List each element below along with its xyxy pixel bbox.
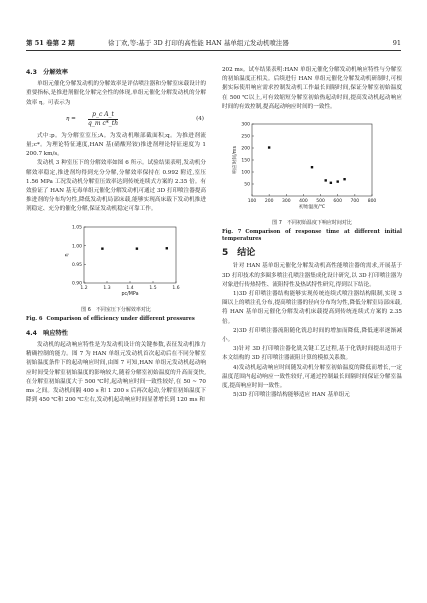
fig7-y-tick-label: 100 [241, 170, 250, 176]
left-column [26, 66, 206, 405]
fig7-x-tick-label: 400 [299, 199, 308, 205]
conclusion-item-2: 2)3D 打印喷注器流阻随化铣总时间的增加而降低,降低速率逐渐减小。 [222, 327, 402, 344]
conclusion-item-3: 3)针对 3D 打印喷注器化铣关键工艺过程,基于化铣时间提出适用于本文结构的 3D 打印喷注器流阻计算的模拟关系数。 [222, 346, 402, 362]
fig6-y-tick-label: 1.00 [71, 243, 82, 249]
fig7-data-point [330, 182, 332, 184]
equation-4 [26, 110, 206, 130]
conclusion-item-5: 5)3D 打印喷注器结构能够适应 HAN 基单组元 [233, 392, 350, 399]
section-4-3-paragraph-1: 单组元催化分解发动机的分解效率是评估喷注器和分解室床载设计的重要指标,是推进剂催化分解完全性的体现,单组元催化分解发动机的分解效率 η。可表示为 [26, 81, 206, 106]
figure-7-caption-en [222, 229, 402, 243]
fig6-data-point [136, 247, 138, 249]
fig7-data-point [325, 179, 327, 181]
fig7-plot-frame [252, 124, 372, 196]
figure-6-caption-cn: 图 6 不同室压下分解效率对比 [81, 306, 151, 313]
fig7-x-tick-label: 800 [367, 199, 377, 205]
fig7-data-point [311, 166, 313, 168]
running-header [26, 36, 401, 51]
figure-7-caption-cn: 图 7 不同初始温度下响应时间对比 [272, 220, 352, 227]
fig7-data-point [343, 178, 345, 180]
paper-title: 徐丁欢,等:基于 3D 打印的高性能 HAN 基单组元发动机喷注器 [108, 39, 289, 47]
figure-7-label: Fig. 7 [222, 229, 242, 236]
equation-lhs: η = [66, 115, 76, 122]
fig6-x-tick-label: 1.3 [103, 285, 111, 291]
fig7-x-tick-label: 300 [281, 199, 291, 205]
equation-numerator: p_c A_t [88, 111, 118, 120]
equation-denominator: q_m c*_th [88, 119, 119, 127]
fig6-data-point [166, 247, 168, 249]
fig6-y-tick-label: 1.05 [71, 225, 82, 231]
fig6-x-tick-label: 1.2 [80, 285, 88, 291]
figure-6-label: Fig. 6 [26, 315, 43, 322]
fig7-x-tick-label: 200 [264, 199, 274, 205]
fig7-y-tick-label: 300 [241, 122, 250, 128]
fig7-x-tick-label: 500 [316, 199, 325, 205]
section-5-heading: 5 结论 [222, 248, 256, 259]
conclusion-item-4: 4)发动机起动响应时间随发动机分解室初始温度的降低而增长,一定温度范围内起动响应一致性较好,可通过控制最长间隔时间保证分解室温度,提高响应时间一致性。 [222, 364, 402, 390]
fig7-x-tick-label: 700 [350, 199, 360, 205]
figure-6-caption-en-text: Comparison of efficiency under different pressures [46, 315, 195, 322]
section-5-intro: 针对 HAN 基单组元催化分解发动机高性能喷注器的需求,开展基于 3D 打印技术的多圈多喷注孔喷注器集成化设计研究,以 3D 打印喷注器为对象进行传热特性、流阻特性及热试特性研究,得到以下结论。 [222, 263, 402, 288]
fig7-x-tick-label: 100 [247, 199, 257, 205]
figure-6-chart [26, 221, 206, 305]
figure-6 [26, 221, 206, 323]
fig6-x-tick-label: 1.4 [126, 285, 134, 291]
equation-fraction [88, 111, 118, 128]
equation-number: (4) [196, 115, 204, 122]
section-4-3-paragraph-2: 式中:p。为分解室室压;A。为发动机喉部截面积;q。为推进剂流量;c*。为理论特征速度,HAN 基(硝酸羟铵)推进剂理论特征速度为 1 200.7 km/s。 [26, 132, 206, 158]
fig6-data-point [101, 247, 103, 249]
fig6-x-axis-label: pc/MPa [121, 291, 139, 297]
fig6-plot-frame [84, 227, 176, 283]
figure-6-caption-en [26, 316, 206, 323]
figure-7-chart [222, 118, 402, 218]
fig7-x-axis-label: 初始温度/℃ [298, 205, 326, 211]
fig7-y-tick-label: 250 [241, 134, 250, 140]
figure-7-caption-en-text: Comparison of response time at different initial temperatures [222, 229, 402, 243]
section-4-3-paragraph-3: 发动机 3 种室压下的分解效率如图 6 所示。试验结果表明,发动机分解效率稳定,推进剂均得到充分分解,分解效率保持在 0.992 附近,室压 1.56 MPa 工况发动机分解室压效率达到传统连续式方案的 2.35 倍。有效验证了 HAN 基无毒单组元催化分解发动机可通过 3D 打印喷注器提高推进剂的分布均匀性,降低发动机局部床载,能够实现高床载下发动机推进剂稳定、充分的催化分解,保证发动机稳定可靠工作。 [26, 160, 207, 213]
fig7-y-tick-label: 150 [241, 158, 250, 164]
fig7-y-tick-label: 200 [241, 146, 250, 152]
right-top-paragraph: 202 ms。试车结果表明:HAN 单组元催化分解发动机响应特性与分解室的初始温度正相关。后续进行 HAN 单组元催化分解发动机研制时,可根据实际使用响应需求控制发动机工作最长间隔时间,保证分解室初始温度在 500 ℃以上,可有效缩短分解室初始热起动时间,提高发动机起动响应时间的有效控制,提高起动响应时间的一致性。 [222, 67, 402, 110]
journal-issue: 第 51 卷第 2 期 [26, 39, 75, 47]
fig7-y-axis-label: 响应时间/ms [233, 146, 238, 175]
section-4-4-heading: 4.4 响应特性 [26, 329, 68, 337]
fig6-x-tick-label: 1.5 [149, 285, 157, 291]
fig7-data-point [268, 146, 270, 148]
fig6-y-tick-label: 0.95 [71, 262, 82, 268]
section-4-4-paragraph-1: 发动机的起动响应特性是为发动机设计的关键参数,表征发动机推力精确控制的能力。图 7 为 HAN 单组元发动机首次起动后在不同分解室初始温度条件下的起动响应时间,由图 7 可知,HAN 单组元发动机起动响应时间受分解室初始温度的影响较大,随着分解室初始温度的升高而变快,在分解室初始温度大于 500 ℃时,起动响应时间一致性较好,在 50 ~ 70 ms 之间。发动机间隔 400 s 和 1 200 s 后再次起动,分解室初始温度下降到 450 ℃和 200 ℃左右,发动机起动响应时间显著增长到 120 ms 和 [26, 342, 206, 404]
page-number: 91 [392, 39, 401, 47]
conclusion-item-1: 1)3D 打印喷注器结构能够实现传统连续式喷注器结构限制,实现 3 圈以上的喷注孔分布,提高喷注器的径向分布均匀性,降低分解室局部床载,将 HAN 基单组元催化分解发动机床载提高到传统连续式方案的 2.35 倍。 [222, 291, 402, 325]
figure-7 [222, 118, 402, 243]
fig7-data-point [337, 180, 339, 182]
fig6-y-axis-label: η [65, 253, 70, 257]
fig7-y-tick-label: 50 [244, 182, 250, 188]
right-column [222, 66, 402, 400]
fig6-x-tick-label: 1.6 [172, 285, 180, 291]
section-4-3-heading: 4.3 分解效率 [26, 69, 68, 76]
fig6-y-tick-label: 0.90 [71, 281, 82, 287]
fig7-x-tick-label: 600 [333, 199, 343, 205]
